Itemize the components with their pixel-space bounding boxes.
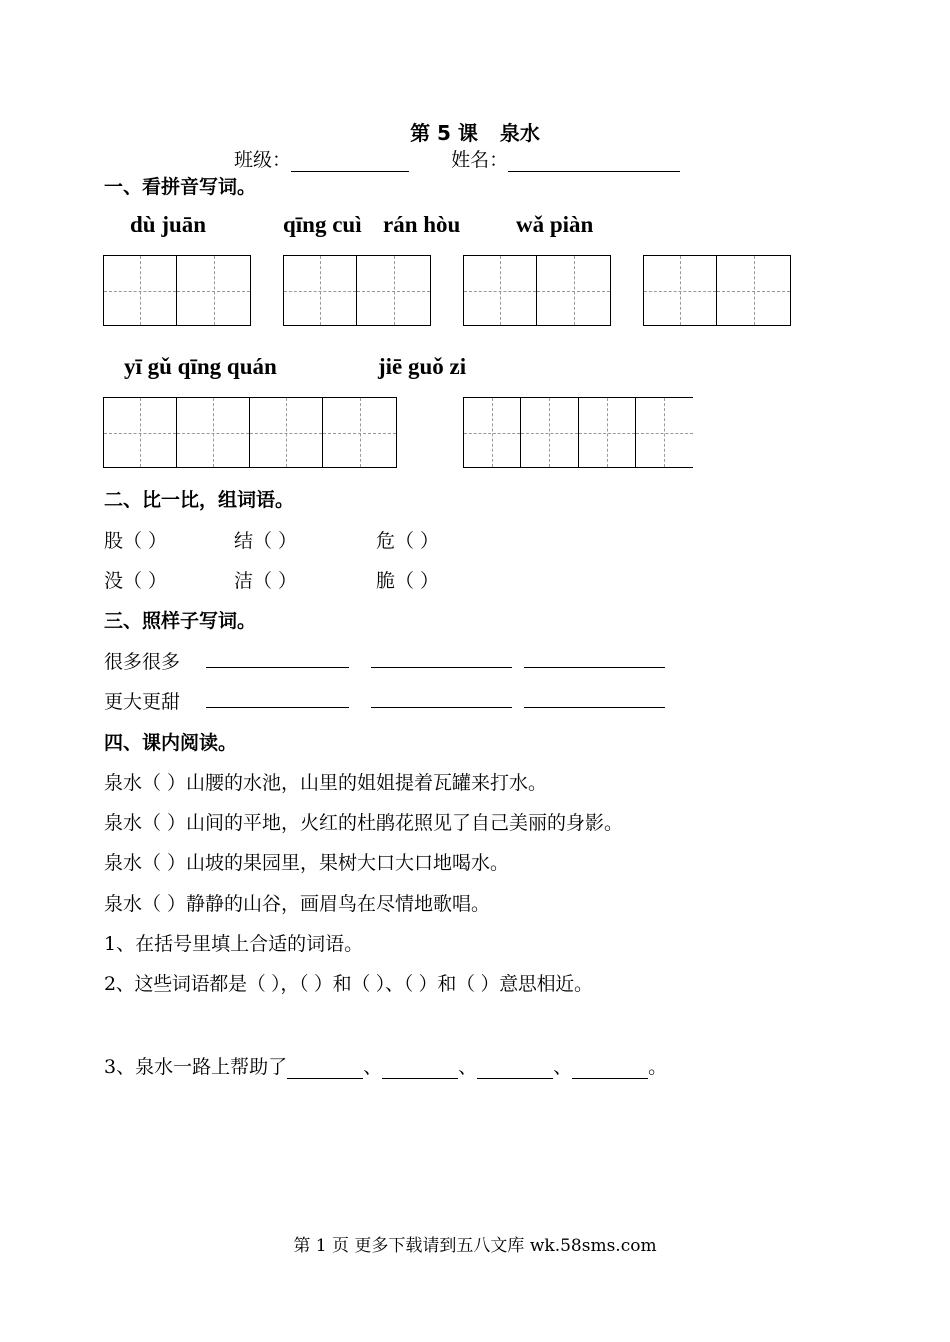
compare-item: 洁（ ） [234,570,298,592]
answer-line[interactable] [206,667,349,668]
question-3 [104,1052,667,1079]
writing-grid-ranhou[interactable] [463,255,611,326]
example-word: 更大更甜 [104,691,181,713]
writing-grid-jieguozi[interactable] [463,397,693,468]
pinyin-yiguqingquan: yī gǔ qīng quán [124,354,277,379]
writing-grid-dujuan[interactable] [103,255,251,326]
page-title [0,117,950,146]
reading-line: 泉水（ ）山间的平地，火红的杜鹃花照见了自己美丽的身影。 [104,812,624,834]
compare-item: 没（ ） [104,570,168,592]
class-field[interactable] [291,151,409,172]
writing-grid-wapian[interactable] [643,255,791,326]
separator: 、 [363,1056,383,1078]
lesson-number: 第 5 课 [410,121,478,145]
answer-line[interactable] [524,667,665,668]
name-field[interactable] [508,151,680,172]
grid-cell[interactable] [357,256,430,325]
grid-cell[interactable] [644,256,717,325]
section1-title: 一、看拼音写词。 [104,176,257,198]
compare-item: 结（ ） [234,530,298,552]
reading-line: 泉水（ ）山腰的水池，山里的姐姐提着瓦罐来打水。 [104,772,548,794]
grid-cell[interactable] [284,256,357,325]
section3-title: 三、照样子写词。 [104,610,257,632]
pinyin-ranhou: rán hòu [383,212,461,237]
question-3-end: 。 [648,1056,668,1078]
compare-item: 股（ ） [104,530,168,552]
reading-line: 泉水（ ）静静的山谷，画眉鸟在尽情地歌唱。 [104,893,491,915]
pinyin-wapian: wǎ piàn [516,212,594,237]
grid-cell[interactable] [537,256,610,325]
compare-item: 危（ ） [376,530,440,552]
answer-blank[interactable] [572,1058,648,1079]
lesson-topic: 泉水 [499,121,540,145]
section2-title: 二、比一比，组词语。 [104,489,295,511]
grid-cell[interactable] [464,398,521,467]
grid-cell[interactable] [177,398,250,467]
class-label: 班级： [234,149,292,171]
answer-line[interactable] [524,707,665,708]
separator: 、 [458,1056,478,1078]
question-1: 1、在括号里填上合适的词语。 [104,933,364,955]
question-2: 2、这些词语都是（ ），（ ）和（ ）、（ ）和（ ）意思相近。 [104,973,593,995]
pinyin-dujuan: dù juān [130,212,207,237]
page-footer: 第 1 页 更多下载请到五八文库 wk.58sms.com [293,1236,657,1256]
name-label: 姓名： [451,149,509,171]
grid-cell[interactable] [717,256,790,325]
grid-cell[interactable] [323,398,396,467]
pinyin-jieguozi: jiē guǒ zi [378,354,467,379]
grid-cell[interactable] [579,398,636,467]
reading-line: 泉水（ ）山坡的果园里，果树大口大口地喝水。 [104,852,510,874]
section4-title: 四、课内阅读。 [104,732,238,754]
writing-grid-yiguqingquan[interactable] [103,397,397,468]
grid-cell[interactable] [464,256,537,325]
grid-cell[interactable] [250,398,323,467]
grid-cell[interactable] [104,256,177,325]
answer-line[interactable] [371,667,512,668]
example-word: 很多很多 [104,651,181,673]
student-info [234,145,680,172]
answer-blank[interactable] [382,1058,458,1079]
grid-cell[interactable] [177,256,250,325]
answer-blank[interactable] [477,1058,553,1079]
question-3-prefix: 3、泉水一路上帮助了 [104,1056,288,1078]
grid-cell[interactable] [521,398,578,467]
answer-line[interactable] [371,707,512,708]
compare-item: 脆（ ） [376,570,440,592]
answer-line[interactable] [206,707,349,708]
grid-cell[interactable] [104,398,177,467]
pinyin-qingcui: qīng cuì [283,212,362,237]
writing-grid-qingcui[interactable] [283,255,431,326]
answer-blank[interactable] [287,1058,363,1079]
separator: 、 [553,1056,573,1078]
grid-cell[interactable] [636,398,693,467]
